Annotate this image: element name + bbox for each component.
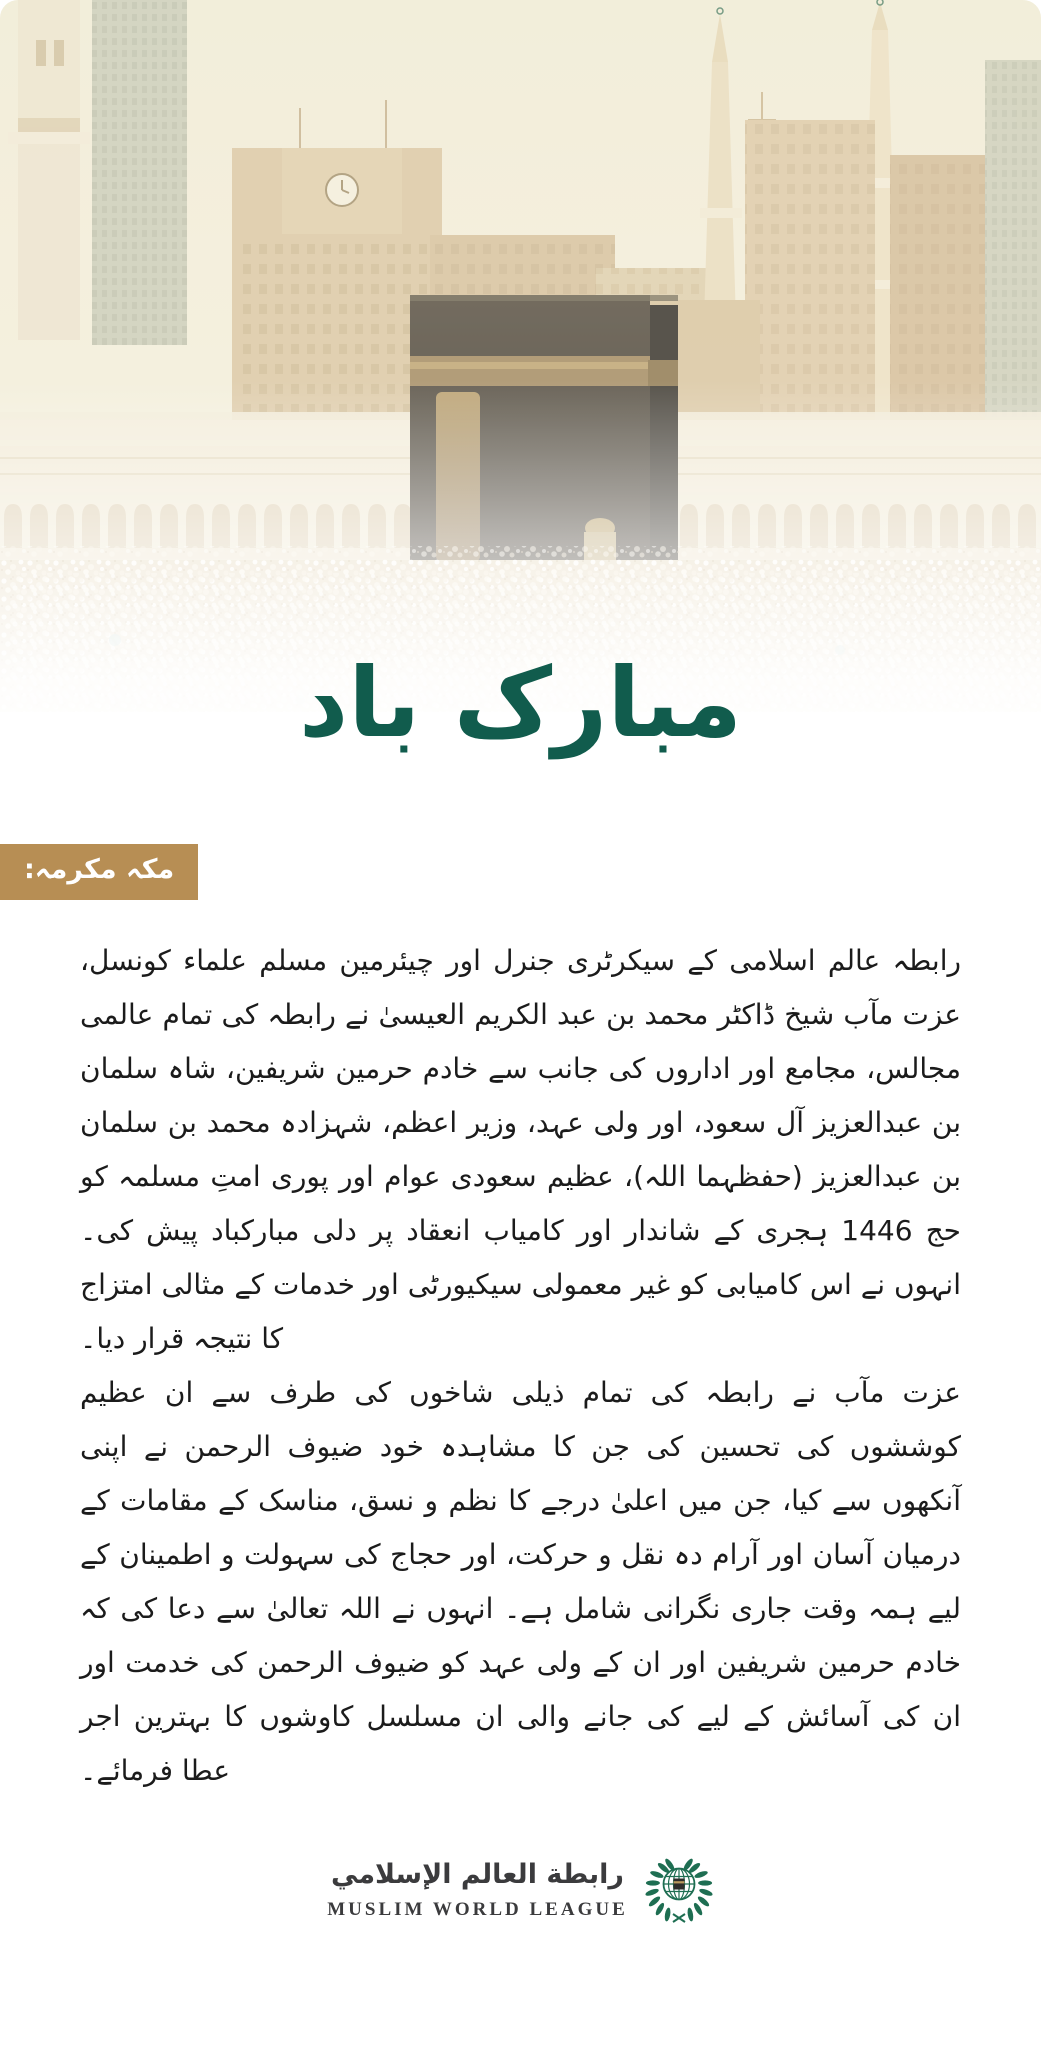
logo-names xyxy=(327,1855,628,1921)
body-text xyxy=(80,934,961,1798)
title-calligraphy: مبارک باد xyxy=(298,647,742,759)
paragraph-2: عزت مآب نے رابطہ کی تمام ذیلی شاخوں کی طرف سے ان عظیم کوششوں کی تحسین کی جن کا مشاہدہ خود ضیوف الرحمن نے اپنی آنکھوں سے کیا، جن میں اعلیٰ درجے کا نظم و نسق، مناسک کے مقامات کے درمیان آسان اور آرام دہ نقل و حرکت، اور حجاج کی سہولت و اطمینان کے لیے ہمہ وقت جاری نگرانی شامل ہے۔ انہوں نے اللہ تعالیٰ سے دعا کی کہ خادم حرمین شریفین اور ان کے ولی عہد کو ضیوف الرحمن کی خدمت اور ان کی آسائش کے لیے کی جانے والی ان مسلسل کاوشوں کا بہترین اجر عطا فرمائے۔ xyxy=(80,1376,961,1787)
mwl-emblem-icon xyxy=(644,1848,714,1928)
logo-english-name: MUSLIM WORLD LEAGUE xyxy=(327,1899,628,1920)
location-label: مکہ مکرمہ: xyxy=(0,844,198,900)
logo-arabic-name: رابطة العالم الإسلامي xyxy=(331,1859,624,1890)
mwl-logo xyxy=(0,1848,1041,1928)
location-label-row xyxy=(0,844,1041,900)
paragraph-1: رابطہ عالم اسلامی کے سیکرٹری جنرل اور چیئرمین مسلم علماء کونسل، عزت مآب شیخ ڈاکٹر محمد بن عبد الکریم العیسیٰ نے رابطہ کی تمام عالمی مجالس، مجامع اور اداروں کی جانب سے خادم حرمین شریفین، شاہ سلمان بن عبدالعزیز آل سعود، اور ولی عہد، وزیر اعظم، شہزادہ محمد بن سلمان بن عبدالعزیز (حفظہما اللہ)، عظیم سعودی عوام اور پوری امتِ مسلمہ کو حج 1446 ہجری کے شاندار اور کامیاب انعقاد پر دلی مبارکباد پیش کی۔ انہوں نے اس کامیابی کو غیر معمولی سیکیورٹی اور خدمات کے مثالی امتزاج کا نتیجہ قرار دیا۔ xyxy=(80,944,961,1355)
